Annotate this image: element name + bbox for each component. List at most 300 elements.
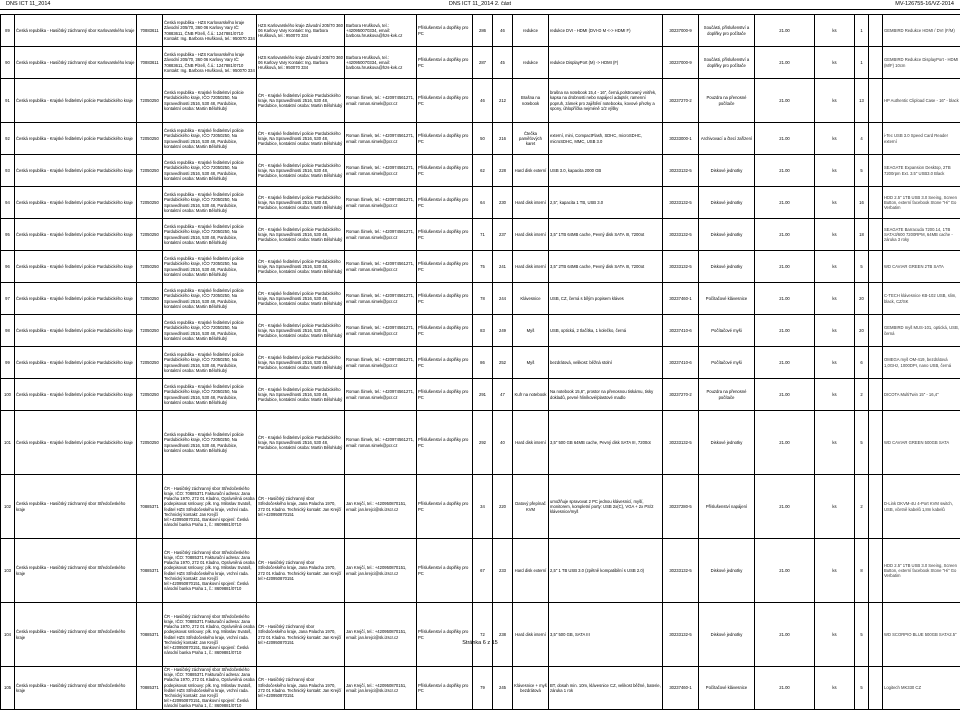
cell-spacer xyxy=(869,187,883,219)
cell-price: 21.00 xyxy=(755,15,815,47)
cell-note: GEMBIRD Redukce HDMI / DVI (F/M) xyxy=(883,15,960,47)
cell-note: HDD 2.5" 1TB USB 3.0 Seeing, Screen Button, externí facebook Stone "Hi" Go Verbatim xyxy=(883,539,960,603)
cell-spacer xyxy=(869,603,883,667)
header-rule xyxy=(0,9,960,10)
cell-code: 30233132-5 xyxy=(663,411,699,475)
cell-price: 21.00 xyxy=(755,47,815,79)
cell-code: 30233000-1 xyxy=(663,123,699,155)
cell-price: 21.00 xyxy=(755,187,815,219)
cell-delivery: ČR - Hasičský záchranný sbor Středočeského kraje, Jana Palacha 1970, 272 01 Kladno. Technický kontakt: Jan Krejčí tel:+420950870151 xyxy=(257,603,345,667)
header-left: DNS ICT 11_2014 xyxy=(6,0,50,9)
cell-code: 30237000-9 xyxy=(663,47,699,79)
cell-type: Myš xyxy=(513,347,549,379)
cell-qty: 20 xyxy=(855,315,869,347)
cell-unit: ks xyxy=(815,667,855,710)
cell-buyer: Česká republika - Krajské ředitelství policie Pardubického kraje xyxy=(15,347,137,379)
cell-category: Počítačové klávesnice xyxy=(699,283,755,315)
cell-no: 90 xyxy=(1,47,15,79)
cell-n2: 233 xyxy=(493,539,513,603)
cell-code: 30237270-2 xyxy=(663,379,699,411)
cell-note: WD CAVIAR GREEN 500GB SATA xyxy=(883,411,960,475)
cell-spec: bezdrátová, velikost: běžná stolní xyxy=(549,347,663,379)
table-row xyxy=(1,251,960,283)
table-row xyxy=(1,219,960,251)
cell-qty: 5 xyxy=(855,251,869,283)
table-row xyxy=(1,411,960,475)
cell-contact: Roman Šimek, tel.: +420974561271, email: roman.simek@pcr.cz xyxy=(345,283,417,315)
cell-spacer xyxy=(869,539,883,603)
cell-no: 99 xyxy=(1,347,15,379)
cell-part: Příslušenství a doplňky pro PC xyxy=(417,123,473,155)
cell-qty: 4 xyxy=(855,123,869,155)
table-row xyxy=(1,603,960,667)
cell-qty: 2 xyxy=(855,475,869,539)
cell-price: 21.00 xyxy=(755,219,815,251)
cell-n1: 75 xyxy=(473,251,493,283)
cell-n1: 71 xyxy=(473,219,493,251)
cell-part: Příslušenství a doplňky pro PC xyxy=(417,475,473,539)
cell-unit: ks xyxy=(815,219,855,251)
order-table xyxy=(0,14,960,710)
cell-buyer: Česká republika - Krajské ředitelství policie Pardubického kraje xyxy=(15,283,137,315)
cell-delivery: ČR - Krajské ředitelství policie Pardubického kraje, Na Spravedlnosti 2516, 530 48, Pardubice, kontaktní osoba: Martin Bělohlubý xyxy=(257,315,345,347)
cell-delivery: ČR - Krajské ředitelství policie Pardubického kraje, Na Spravedlnosti 2516, 530 48, Pardubice, kontaktní osoba: Martin Bělohlubý xyxy=(257,283,345,315)
cell-spec: USB, CZ, černá s bílým popisem kláves xyxy=(549,283,663,315)
cell-price: 21.00 xyxy=(755,379,815,411)
cell-category: Diskové jednotky xyxy=(699,219,755,251)
cell-n1: 291 xyxy=(473,379,493,411)
cell-buyer: Česká republika - Krajské ředitelství policie Pardubického kraje xyxy=(15,315,137,347)
cell-code: 30233132-5 xyxy=(663,603,699,667)
cell-delivery: ČR - Krajské ředitelství policie Pardubického kraje, Na Spravedlnosti 2516, 530 48, Pardubice, kontaktní osoba: Martin Bělohlubý xyxy=(257,123,345,155)
cell-price: 21.00 xyxy=(755,251,815,283)
cell-type: Klávesnice + myš bezdrátová xyxy=(513,667,549,710)
cell-ico: 72050250 xyxy=(137,251,163,283)
cell-code: 30233132-5 xyxy=(663,155,699,187)
cell-buyer: Česká republika - Krajské ředitelství policie Pardubického kraje xyxy=(15,379,137,411)
table-row xyxy=(1,475,960,539)
table-row xyxy=(1,15,960,47)
cell-code: 30237460-1 xyxy=(663,283,699,315)
cell-delivery: ČR - Hasičský záchranný sbor Středočeského kraje, Jana Palacha 1970, 272 01 Kladno. Technický kontakt: Jan Krejčí tel:+420950870151 xyxy=(257,539,345,603)
cell-part: Příslušenství a doplňky pro PC xyxy=(417,315,473,347)
cell-unit: ks xyxy=(815,379,855,411)
cell-part: Příslušenství a doplňky pro PC xyxy=(417,539,473,603)
cell-price: 21.00 xyxy=(755,539,815,603)
cell-category: Pouzdra na přenosné počítače xyxy=(699,79,755,123)
cell-address: Česká republika - Krajské ředitelství policie Pardubického kraje, IČO 72050250, Na Spravedlnosti 2516, 530 48, Pardubice, kontaktní osoba: Martin Bělohlubý xyxy=(163,379,257,411)
cell-contact: Roman Šimek, tel.: +420974561271, email: roman.simek@pcr.cz xyxy=(345,79,417,123)
cell-contact: Roman Šimek, tel.: +420974561271, email: roman.simek@pcr.cz xyxy=(345,219,417,251)
cell-no: 95 xyxy=(1,219,15,251)
cell-buyer: Česká republika - Hasičský záchranný sbor Karlovarského kraje xyxy=(15,47,137,79)
cell-contact: Roman Šimek, tel.: +420974561271, email: roman.simek@pcr.cz xyxy=(345,411,417,475)
cell-unit: ks xyxy=(815,79,855,123)
cell-n2: 237 xyxy=(493,219,513,251)
header-center: DNS ICT 11_2014 2. část xyxy=(0,0,960,9)
cell-n2: 220 xyxy=(493,475,513,539)
cell-delivery: ČR - Hasičský záchranný sbor Středočeského kraje, Jana Palacha 1970, 272 01 Kladno. Technický kontakt: Jan Krejčí tel:+420950870151 xyxy=(257,667,345,710)
cell-unit: ks xyxy=(815,155,855,187)
cell-price: 21.00 xyxy=(755,79,815,123)
cell-ico: 72050250 xyxy=(137,411,163,475)
cell-type: Hard disk interní xyxy=(513,187,549,219)
table-row xyxy=(1,47,960,79)
cell-note: SEAGATE Expansion Desktop, 2TB 7200rpm Ext. 3.5" USB3.0 Black xyxy=(883,155,960,187)
cell-category: Diskové jednotky xyxy=(699,539,755,603)
cell-ico: 72050250 xyxy=(137,187,163,219)
cell-ico: 70885371 xyxy=(137,539,163,603)
table-row xyxy=(1,379,960,411)
cell-price: 21.00 xyxy=(755,667,815,710)
cell-part: Příslušenství a doplňky pro PC xyxy=(417,603,473,667)
cell-unit: ks xyxy=(815,187,855,219)
cell-delivery: ČR - Krajské ředitelství policie Pardubického kraje, Na Spravedlnosti 2516, 530 48, Pardubice, kontaktní osoba: Martin Bělohlubý xyxy=(257,155,345,187)
cell-n2: 230 xyxy=(493,187,513,219)
cell-buyer: Česká republika - Hasičský záchranný sbor Středočeského kraje xyxy=(15,667,137,710)
cell-part: Příslušenství a doplňky pro PC xyxy=(417,667,473,710)
cell-qty: 1 xyxy=(855,47,869,79)
cell-contact: Jan Krejčí, tel.: +420950870151, email: jan.krejci@sk.izscr.cz xyxy=(345,603,417,667)
cell-address: Česká republika - Krajské ředitelství policie Pardubického kraje, IČO 72050250, Na Spravedlnosti 2516, 530 48, Pardubice, kontaktní osoba: Martin Bělohlubý xyxy=(163,155,257,187)
cell-unit: ks xyxy=(815,251,855,283)
cell-spec: umožňuje spravovat 2 PC jednou klávesnicí, myší, monitorem, kompletní porty: USB 2x(C), VGA + 2x PS/2 klávesnice/myš xyxy=(549,475,663,539)
cell-spec: redukce DisplayPort (M) -> HDMI (F) xyxy=(549,47,663,79)
cell-part: Příslušenství a doplňky pro PC xyxy=(417,347,473,379)
cell-price: 21.00 xyxy=(755,283,815,315)
cell-delivery: ČR - Hasičský záchranný sbor Středočeského kraje, Jana Palacha 1970, 272 01 Kladno. Technický kontakt: Jan Krejčí tel:+420950870151 xyxy=(257,475,345,539)
cell-category: Počítačové klávesnice xyxy=(699,667,755,710)
cell-no: 104 xyxy=(1,603,15,667)
cell-buyer: Česká republika - Krajské ředitelství policie Pardubického kraje xyxy=(15,411,137,475)
cell-part: Příslušenství a doplňky pro PC xyxy=(417,79,473,123)
cell-spec: brašna na notebook 15,4 - 16", černá,polstrovaný vnitřek, kapsa na drobnosti nebo napájecí adaptér, ramenní popruh, zámek pro zajištění notebooku, kovové přezky a spony, úhlopříčka nejméně 1/2 výšky xyxy=(549,79,663,123)
cell-type: Hard disk interní xyxy=(513,411,549,475)
cell-spec: redukce DVI - HDMI (DVI-D M <-> HDMI F) xyxy=(549,15,663,47)
cell-note: Logitech MK330 CZ xyxy=(883,667,960,710)
cell-delivery: ČR - Krajské ředitelství policie Pardubického kraje, Na Spravedlnosti 2516, 530 48, Pardubice, kontaktní osoba: Martin Bělohlubý xyxy=(257,251,345,283)
cell-type: Hard disk interní xyxy=(513,219,549,251)
cell-spacer xyxy=(869,219,883,251)
cell-ico: 70883611 xyxy=(137,47,163,79)
cell-qty: 20 xyxy=(855,283,869,315)
cell-address: ČR - Hasičský záchranný sbor Středočeského kraje, IČO: 70885371 Fakturační adresa: Jana Palacha 1970, 272 01 Kladno, Oprávněná osoba podepisovat smlouvy: plk. Ing. Miloslav Svatoš, ředitel HZS Středočeského kraje, vrchní rada. Technický kontakt: Jan Krejčí tel:+420950870151, Bankovní spojení: Česká národní banka Praha 1, č.: 8609881/0710 xyxy=(163,603,257,667)
cell-address: ČR - Hasičský záchranný sbor Středočeského kraje, IČO: 70885371 Fakturační adresa: Jana Palacha 1970, 272 01 Kladno, Oprávněná osoba podepisovat smlouvy: plk. Ing. Miloslav Svatoš, ředitel HZS Středočeského kraje, vrchní rada. Technický kontakt: Jan Krejčí tel:+420950870151, Bankovní spojení: Česká národní banka Praha 1, č.: 8609881/0710 xyxy=(163,475,257,539)
cell-no: 89 xyxy=(1,15,15,47)
cell-qty: 2 xyxy=(855,379,869,411)
cell-delivery: ČR - Krajské ředitelství policie Pardubického kraje, Na Spravedlnosti 2516, 530 48, Pardubice, kontaktní osoba: Martin Bělohlubý xyxy=(257,379,345,411)
cell-code: 30233132-5 xyxy=(663,187,699,219)
cell-ico: 72050250 xyxy=(137,123,163,155)
cell-note: i-Tec USB 3.0 Speed Card Reader externí xyxy=(883,123,960,155)
cell-no: 100 xyxy=(1,379,15,411)
cell-qty: 13 xyxy=(855,79,869,123)
cell-contact: Roman Šimek, tel.: +420974561271, email: roman.simek@pcr.cz xyxy=(345,379,417,411)
cell-type: Brašna na notebook xyxy=(513,79,549,123)
cell-category: Diskové jednotky xyxy=(699,251,755,283)
cell-note: WD CAVIAR GREEN 2TB SATA xyxy=(883,251,960,283)
table-row xyxy=(1,187,960,219)
cell-delivery: ČR - Krajské ředitelství policie Pardubického kraje, Na Spravedlnosti 2516, 530 48, Pardubice, kontaktní osoba: Martin Bělohlubý xyxy=(257,187,345,219)
cell-spec: BT, dosah min. 10m, klávesnice CZ, velikost běžné, baterie, záruka 1 rok xyxy=(549,667,663,710)
cell-spec: 3,5" 500 GB, SATA III xyxy=(549,603,663,667)
cell-buyer: Česká republika - Hasičský záchranný sbor Středočeského kraje xyxy=(15,603,137,667)
cell-unit: ks xyxy=(815,315,855,347)
cell-price: 21.00 xyxy=(755,315,815,347)
cell-n1: 62 xyxy=(473,155,493,187)
table-row xyxy=(1,539,960,603)
cell-type: Hard disk interní xyxy=(513,603,549,667)
cell-price: 21.00 xyxy=(755,123,815,155)
cell-buyer: Česká republika - Krajské ředitelství policie Pardubického kraje xyxy=(15,155,137,187)
cell-category: Pouzdra na přenosné počítače xyxy=(699,379,755,411)
cell-part: Příslušenství a doplňky pro PC xyxy=(417,155,473,187)
cell-type: Hard disk externí xyxy=(513,539,549,603)
table-row xyxy=(1,123,960,155)
cell-spacer xyxy=(869,379,883,411)
table-row xyxy=(1,155,960,187)
cell-n1: 79 xyxy=(473,667,493,710)
cell-delivery: ČR - Krajské ředitelství policie Pardubického kraje, Na Spravedlnosti 2516, 530 48, Pardubice, kontaktní osoba: Martin Bělohlubý xyxy=(257,79,345,123)
cell-category: Počítačové myši xyxy=(699,347,755,379)
cell-contact: Barbora Hrušková, tel.: +420950070334, email: barbora.hruskova@hzs-kvk.cz xyxy=(345,47,417,79)
cell-contact: Roman Šimek, tel.: +420974561271, email: roman.simek@pcr.cz xyxy=(345,123,417,155)
cell-price: 21.00 xyxy=(755,347,815,379)
cell-type: Hard disk interní xyxy=(513,251,549,283)
cell-spacer xyxy=(869,667,883,710)
cell-no: 92 xyxy=(1,123,15,155)
cell-unit: ks xyxy=(815,603,855,667)
cell-n1: 83 xyxy=(473,315,493,347)
cell-buyer: Česká republika - Hasičský záchranný sbor Středočeského kraje xyxy=(15,475,137,539)
cell-type: redukce xyxy=(513,15,549,47)
cell-category: Součásti, příslušenství a doplňky pro počítače xyxy=(699,47,755,79)
cell-no: 97 xyxy=(1,283,15,315)
cell-spec: 3,5" 1TB 64MB cache, Pevný disk SATA III, 7200ot xyxy=(549,219,663,251)
header-right: MV-126755-16/VZ-2014 xyxy=(895,0,954,9)
cell-address: Česká republika - Krajské ředitelství policie Pardubického kraje, IČO 72050250, Na Spravedlnosti 2516, 530 48, Pardubice, kontaktní osoba: Martin Bělohlubý xyxy=(163,347,257,379)
cell-spacer xyxy=(869,475,883,539)
cell-spec: 2,5" 1 TB USB 3.0 (zpětně kompatibilní s USB 2.0) xyxy=(549,539,663,603)
cell-category: Počítačové myši xyxy=(699,315,755,347)
cell-delivery: ČR - Krajské ředitelství policie Pardubického kraje, Na Spravedlnosti 2516, 530 48, Pardubice, kontaktní osoba: Martin Bělohlubý xyxy=(257,347,345,379)
cell-spec: Na notebook 15,6", prostor na přenosnou tiskárnu, tisky dokladů, pevné hliníkové/plastové madlo xyxy=(549,379,663,411)
cell-n1: 86 xyxy=(473,347,493,379)
cell-code: 30237460-1 xyxy=(663,667,699,710)
cell-code: 30233132-5 xyxy=(663,539,699,603)
cell-address: Česká republika - Krajské ředitelství policie Pardubického kraje, IČO 72050250, Na Spravedlnosti 2516, 530 48, Pardubice, kontaktní osoba: Martin Bělohlubý xyxy=(163,411,257,475)
cell-note: D-Link DKVM-4U 4-Port KVM switch, USB, včetně kabelů 1,8m kabelů xyxy=(883,475,960,539)
cell-ico: 72050250 xyxy=(137,315,163,347)
cell-qty: 5 xyxy=(855,603,869,667)
cell-buyer: Česká republika - Krajské ředitelství policie Pardubického kraje xyxy=(15,79,137,123)
cell-no: 94 xyxy=(1,187,15,219)
cell-no: 98 xyxy=(1,315,15,347)
cell-part: Příslušenství a doplňky pro PC xyxy=(417,379,473,411)
cell-price: 21.00 xyxy=(755,155,815,187)
cell-n2: 249 xyxy=(493,315,513,347)
cell-price: 21.00 xyxy=(755,411,815,475)
cell-address: ČR - Hasičský záchranný sbor Středočeského kraje, IČO: 70885371 Fakturační adresa: Jana Palacha 1970, 272 01 Kladno, Oprávněná osoba podepisovat smlouvy: plk. Ing. Miloslav Svatoš, ředitel HZS Středočeského kraje, vrchní rada. Technický kontakt: Jan Krejčí tel:+420950870151, Bankovní spojení: Česká národní banka Praha 1, č.: 8609881/0710 xyxy=(163,667,257,710)
cell-address: Česká republika - HZS Karlovarského kraje Závodní 205/70, 360 06 Karlovy Vary IČ: 70883611, ČNB Plzeň, č.ú.: 1247881/0710 Kontakt: Ing. Barbora Hrušková, tel.: 950070 334 xyxy=(163,15,257,47)
cell-n2: 238 xyxy=(493,603,513,667)
cell-delivery: HZS Karlovarského kraje Závodní 205/70 360 06 Karlovy Vary Kontakt: Ing. Barbora Hrušková, tel.: 950070 334 xyxy=(257,47,345,79)
cell-note: OMEGA myš OM-419, bezdrátová 1,0GHz, 1000DPI, nano USB, černá xyxy=(883,347,960,379)
cell-spacer xyxy=(869,283,883,315)
cell-note: HDD 2.5" 1TB USB 3.0 Seeing, Screen Button, externí facebook Stone "Hi" Go Verbatim xyxy=(883,187,960,219)
cell-note: GEMBIRD Redukce DisplayPort - HDMI (M/F) 10cm xyxy=(883,47,960,79)
cell-contact: Barbora Hrušková, tel.: +420950070334, email: barbora.hruskova@hzs-kvk.cz xyxy=(345,15,417,47)
cell-part: Příslušenství a doplňky pro PC xyxy=(417,283,473,315)
cell-part: Příslušenství a doplňky pro PC xyxy=(417,187,473,219)
cell-qty: 6 xyxy=(855,347,869,379)
cell-qty: 5 xyxy=(855,155,869,187)
cell-contact: Roman Šimek, tel.: +420974561271, email: roman.simek@pcr.cz xyxy=(345,315,417,347)
cell-n2: 245 xyxy=(493,667,513,710)
cell-ico: 72050250 xyxy=(137,347,163,379)
table-row xyxy=(1,347,960,379)
cell-contact: Roman Šimek, tel.: +420974561271, email: roman.simek@pcr.cz xyxy=(345,251,417,283)
cell-part: Příslušenství a doplňky pro PC xyxy=(417,251,473,283)
cell-buyer: Česká republika - Hasičský záchranný sbor Středočeského kraje xyxy=(15,539,137,603)
cell-no: 102 xyxy=(1,475,15,539)
cell-code: 30233132-5 xyxy=(663,251,699,283)
cell-n2: 46 xyxy=(493,15,513,47)
cell-unit: ks xyxy=(815,47,855,79)
cell-category: Archivovací a čtecí zařízení xyxy=(699,123,755,155)
cell-contact: Jan Krejčí, tel.: +420950870151, email: jan.krejci@sk.izscr.cz xyxy=(345,667,417,710)
cell-spacer xyxy=(869,347,883,379)
cell-buyer: Česká republika - Krajské ředitelství policie Pardubického kraje xyxy=(15,123,137,155)
cell-note: GEMBIRD myš MUS-101, optická, USB, černá xyxy=(883,315,960,347)
cell-n1: 78 xyxy=(473,283,493,315)
cell-address: Česká republika - Krajské ředitelství policie Pardubického kraje, IČO 72050250, Na Spravedlnosti 2516, 530 48, Pardubice, kontaktní osoba: Martin Bělohlubý xyxy=(163,315,257,347)
cell-part: Příslušenství a doplňky pro PC xyxy=(417,219,473,251)
cell-qty: 5 xyxy=(855,411,869,475)
cell-type: Myš xyxy=(513,315,549,347)
cell-n2: 216 xyxy=(493,123,513,155)
cell-ico: 70885371 xyxy=(137,475,163,539)
cell-type: Hard disk externí xyxy=(513,155,549,187)
cell-type: redukce xyxy=(513,47,549,79)
cell-ico: 72050250 xyxy=(137,283,163,315)
cell-delivery: HZS Karlovarského kraje Závodní 205/70 360 06 Karlovy Vary Kontakt: Ing. Barbora Hrušková, tel.: 950070 334 xyxy=(257,15,345,47)
cell-spacer xyxy=(869,47,883,79)
cell-spacer xyxy=(869,155,883,187)
cell-contact: Roman Šimek, tel.: +420974561271, email: roman.simek@pcr.cz xyxy=(345,155,417,187)
cell-address: Česká republika - Krajské ředitelství policie Pardubického kraje, IČO 72050250, Na Spravedlnosti 2516, 530 48, Pardubice, kontaktní osoba: Martin Bělohlubý xyxy=(163,187,257,219)
cell-type: Klávesnice xyxy=(513,283,549,315)
cell-price: 21.00 xyxy=(755,603,815,667)
cell-address: Česká republika - Krajské ředitelství policie Pardubického kraje, IČO 72050250, Na Spravedlnosti 2516, 530 48, Pardubice, kontaktní osoba: Martin Bělohlubý xyxy=(163,219,257,251)
cell-no: 103 xyxy=(1,539,15,603)
cell-address: Česká republika - Krajské ředitelství policie Pardubického kraje, IČO 72050250, Na Spravedlnosti 2516, 530 48, Pardubice, kontaktní osoba: Martin Bělohlubý xyxy=(163,251,257,283)
cell-category: Diskové jednotky xyxy=(699,155,755,187)
cell-note: SEAGATE Barracuda 7200.14, 1TB SATA3/600 7200RPM, 64MB cache - záruka 3 roky xyxy=(883,219,960,251)
cell-delivery: ČR - Krajské ředitelství policie Pardubického kraje, Na Spravedlnosti 2516, 530 48, Pardubice, kontaktní osoba: Martin Bělohlubý xyxy=(257,411,345,475)
page-footer: Stránka 6 z 15 xyxy=(0,640,960,646)
cell-part: Příslušenství a doplňky pro PC xyxy=(417,411,473,475)
cell-n1: 287 xyxy=(473,47,493,79)
cell-contact: Jan Krejčí, tel.: +420950870151, email: jan.krejci@sk.izscr.cz xyxy=(345,475,417,539)
cell-qty: 8 xyxy=(855,539,869,603)
cell-unit: ks xyxy=(815,475,855,539)
cell-n1: 72 xyxy=(473,603,493,667)
cell-n1: 34 xyxy=(473,475,493,539)
cell-no: 96 xyxy=(1,251,15,283)
cell-address: Česká republika - Krajské ředitelství policie Pardubického kraje, IČO 72050250, Na Spravedlnosti 2516, 530 48, Pardubice, kontaktní osoba: Martin Bělohlubý xyxy=(163,79,257,123)
table-row xyxy=(1,283,960,315)
cell-code: 30233132-5 xyxy=(663,219,699,251)
cell-no: 91 xyxy=(1,79,15,123)
cell-ico: 72050250 xyxy=(137,79,163,123)
cell-note: DICOTA MultiTwin 15" - 16,4" xyxy=(883,379,960,411)
cell-n2: 212 xyxy=(493,79,513,123)
cell-spacer xyxy=(869,251,883,283)
cell-n2: 252 xyxy=(493,347,513,379)
cell-ico: 72050250 xyxy=(137,219,163,251)
cell-category: Příslušenství napájení xyxy=(699,475,755,539)
cell-qty: 1 xyxy=(855,15,869,47)
cell-buyer: Česká republika - Hasičský záchranný sbor Karlovarského kraje xyxy=(15,15,137,47)
cell-n2: 40 xyxy=(493,411,513,475)
cell-ico: 70885371 xyxy=(137,667,163,710)
cell-code: 30237280-5 xyxy=(663,475,699,539)
cell-type: Kufr na notebook xyxy=(513,379,549,411)
cell-delivery: ČR - Krajské ředitelství policie Pardubického kraje, Na Spravedlnosti 2516, 530 48, Pardubice, kontaktní osoba: Martin Bělohlubý xyxy=(257,219,345,251)
cell-address: ČR - Hasičský záchranný sbor Středočeského kraje, IČO: 70885371 Fakturační adresa: Jana Palacha 1970, 272 01 Kladno, Oprávněná osoba podepisovat smlouvy: plk. Ing. Miloslav Svatoš, ředitel HZS Středočeského kraje, vrchní rada. Technický kontakt: Jan Krejčí tel:+420950870151, Bankovní spojení: Česká národní banka Praha 1, č.: 8609881/0710 xyxy=(163,539,257,603)
cell-spec: 3,5" 500 GB 64MB cache, Pevný disk SATA III, 7200ot xyxy=(549,411,663,475)
cell-n1: 286 xyxy=(473,15,493,47)
cell-n1: 67 xyxy=(473,539,493,603)
cell-ico: 72050250 xyxy=(137,379,163,411)
cell-address: Česká republika - Krajské ředitelství policie Pardubického kraje, IČO 72050250, Na Spravedlnosti 2516, 530 48, Pardubice, kontaktní osoba: Martin Bělohlubý xyxy=(163,283,257,315)
cell-no: 93 xyxy=(1,155,15,187)
cell-no: 101 xyxy=(1,411,15,475)
cell-spec: 3,5" 2TB 64MB cache, Pevný disk SATA III, 7200ot xyxy=(549,251,663,283)
cell-spacer xyxy=(869,123,883,155)
cell-contact: Roman Šimek, tel.: +420974561271, email: roman.simek@pcr.cz xyxy=(345,187,417,219)
cell-type: Čtečka paměťových karet xyxy=(513,123,549,155)
cell-unit: ks xyxy=(815,15,855,47)
cell-spacer xyxy=(869,15,883,47)
table-row xyxy=(1,315,960,347)
cell-buyer: Česká republika - Krajské ředitelství policie Pardubického kraje xyxy=(15,219,137,251)
cell-n2: 45 xyxy=(493,47,513,79)
cell-category: Diskové jednotky xyxy=(699,411,755,475)
cell-spacer xyxy=(869,315,883,347)
cell-n1: 64 xyxy=(473,187,493,219)
cell-n2: 228 xyxy=(493,155,513,187)
cell-contact: Roman Šimek, tel.: +420974561271, email: roman.simek@pcr.cz xyxy=(345,347,417,379)
cell-price: 21.00 xyxy=(755,475,815,539)
cell-contact: Jan Krejčí, tel.: +420950870151, email: jan.krejci@sk.izscr.cz xyxy=(345,539,417,603)
cell-note: WD SCORPIO BLUE 500GB SATA2.5" xyxy=(883,603,960,667)
cell-n2: 244 xyxy=(493,283,513,315)
cell-n1: 46 xyxy=(473,79,493,123)
cell-no: 105 xyxy=(1,667,15,710)
cell-spec: 2,5", kapacita 1 TB, USB 3.0 xyxy=(549,187,663,219)
cell-buyer: Česká republika - Krajské ředitelství policie Pardubického kraje xyxy=(15,251,137,283)
table-row xyxy=(1,79,960,123)
cell-spec: USB 3.0, kapacita 2000 GB xyxy=(549,155,663,187)
cell-code: 30237270-2 xyxy=(663,79,699,123)
cell-code: 30237410-6 xyxy=(663,315,699,347)
cell-qty: 5 xyxy=(855,667,869,710)
cell-buyer: Česká republika - Krajské ředitelství policie Pardubického kraje xyxy=(15,187,137,219)
cell-code: 30237000-9 xyxy=(663,15,699,47)
cell-category: Diskové jednotky xyxy=(699,603,755,667)
